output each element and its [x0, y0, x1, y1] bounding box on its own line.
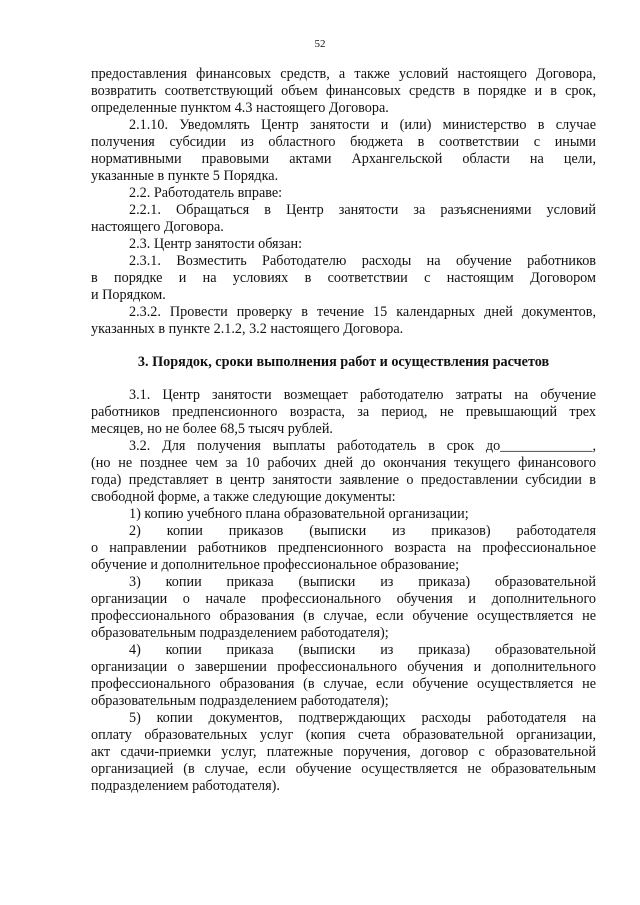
text-line: обучение и дополнительное профессиональное образование; [91, 557, 460, 573]
text-line: 2.3.2. Провести проверку в течение 15 календарных дней документов, [129, 304, 596, 320]
text-line: организации о завершении профессионального обучения и дополнительного [91, 659, 596, 675]
text-line: указанных в пункте 2.1.2, 3.2 настоящего Договора. [91, 321, 404, 337]
text-line: акт сдачи-приемки услуг, платежные поручения, договор с образовательной [91, 744, 596, 760]
list-item-3: 3) копии приказа (выписки из приказа) образовательной [129, 574, 596, 590]
text-line: о направлении работников предпенсионного возраста на профессиональное [91, 540, 596, 556]
document-body [91, 66, 596, 795]
text-line: 2.3. Центр занятости обязан: [129, 236, 303, 252]
text-line: организацией (в случае, если обучение осуществляется не образовательным [91, 761, 596, 777]
text-line: 2.2. Работодатель вправе: [129, 185, 283, 201]
list-item-2: 2) копии приказов (выписки из приказов) работодателя [129, 523, 596, 539]
text-line: образовательным подразделением работодателя); [91, 625, 389, 641]
text-line: 2.1.10. Уведомлять Центр занятости и (или) министерство в случае [129, 117, 596, 133]
list-item-5: 5) копии документов, подтверждающих расходы работодателя на [129, 710, 596, 726]
text-line: возвратить соответствующий объем финансовых средств в порядке и в срок, [91, 83, 596, 99]
text-line: 3.1. Центр занятости возмещает работодателю затраты на обучение [129, 387, 596, 403]
text-line: месяцев, но не более 68,5 тысяч рублей. [91, 421, 333, 437]
text-line: свободной форме, а также следующие документы: [91, 489, 396, 505]
page-number: 52 [314, 38, 326, 50]
text-line: профессионального образования (в случае, если обучение осуществляется не [91, 676, 596, 692]
text-line: указанные в пункте 5 Порядка. [91, 168, 279, 184]
text-line: 2.2.1. Обращаться в Центр занятости за разъяснениями условий [129, 202, 596, 218]
text-line: года) представляет в центр занятости заявление о предоставлении субсидии в [91, 472, 596, 488]
text-line: 3.2. Для получения выплаты работодатель в срок до_____________, [129, 438, 596, 454]
text-line: профессионального образования (в случае, если обучение осуществляется не [91, 608, 596, 624]
list-item-1: 1) копию учебного плана образовательной организации; [129, 506, 469, 522]
text-line: и Порядком. [91, 287, 166, 303]
text-line: (но не позднее чем за 10 рабочих дней до окончания текущего финансового [91, 455, 596, 471]
section-heading: 3. Порядок, сроки выполнения работ и осуществления расчетов [137, 354, 550, 370]
text-line: работников предпенсионного возраста, за период, не превышающий трех [91, 404, 596, 420]
spacer [91, 338, 596, 354]
text-line: 2.3.1. Возместить Работодателю расходы на обучение работников [129, 253, 596, 269]
text-line: определенные пунктом 4.3 настоящего Договора. [91, 100, 389, 116]
text-line: образовательным подразделением работодателя); [91, 693, 389, 709]
text-line: нормативными правовыми актами Архангельской области на цели, [91, 151, 596, 167]
spacer [91, 371, 596, 387]
text-line: подразделением работодателя). [91, 778, 280, 794]
text-line: настоящего Договора. [91, 219, 224, 235]
text-line: в порядке и на условиях в соответствии с настоящим Договором [91, 270, 596, 286]
text-line: получения субсидии из областного бюджета в соответствии с иными [91, 134, 596, 150]
list-item-4: 4) копии приказа (выписки из приказа) образовательной [129, 642, 596, 658]
text-line: предоставления финансовых средств, а также условий настоящего Договора, [91, 66, 596, 82]
text-line: оплату образовательных услуг (копия счета образовательной организации, [91, 727, 596, 743]
text-line: организации о начале профессионального обучения и дополнительного [91, 591, 596, 607]
